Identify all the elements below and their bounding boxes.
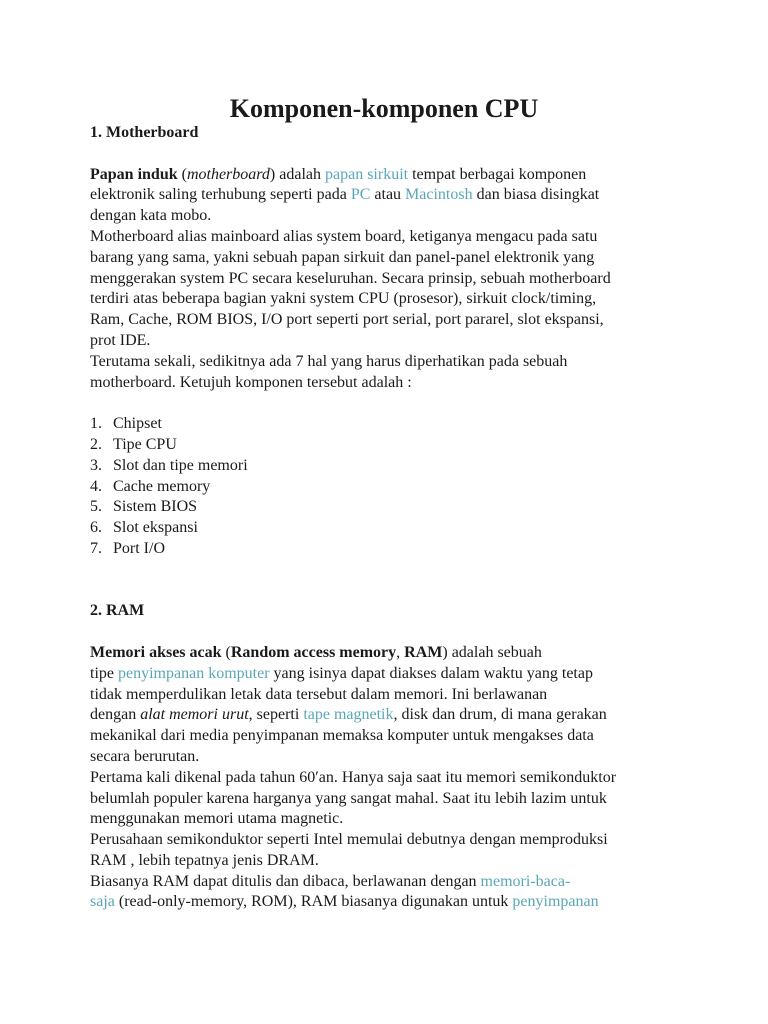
list-number: 5. — [90, 498, 102, 516]
paragraph-line — [90, 872, 690, 893]
paragraph-line: Terutama sekali, sedikitnya ada 7 hal yang harus diperhatikan pada sebuah — [90, 352, 568, 370]
paragraph-line: dengan kata mobo. — [90, 207, 212, 225]
link-papan-sirkuit[interactable]: papan sirkuit — [324, 165, 409, 183]
page-title: Komponen-komponen CPU — [229, 94, 539, 123]
text-run: (read-only-memory, ROM), RAM biasanya digunakan untuk — [114, 893, 513, 911]
spacer — [90, 393, 690, 414]
paragraph-line: mekanikal dari media penyimpanan memaksa komputer untuk mengakses data — [90, 727, 594, 745]
list-number: 4. — [90, 477, 102, 495]
text-run: , disk dan drum, di mana gerakan — [393, 706, 607, 724]
paragraph-line: motherboard. Ketujuh komponen tersebut adalah : — [90, 373, 412, 391]
text-run: ( — [221, 643, 231, 661]
paragraph-line: prot IDE. — [90, 331, 151, 349]
paragraph-line: menggunakan memori utama magnetic. — [90, 810, 344, 828]
text-run: ) adalah sebuah — [442, 643, 542, 661]
section-heading-ram: 2. RAM — [90, 602, 145, 620]
paragraph-line: Ram, Cache, ROM BIOS, I/O port seperti port serial, port pararel, slot ekspansi, — [90, 311, 604, 329]
link-pc[interactable]: PC — [350, 186, 371, 204]
term-bold: Memori akses acak — [90, 643, 222, 661]
list-text: Chipset — [113, 415, 162, 433]
paragraph-line: Motherboard alias mainboard alias system board, ketiganya mengacu pada satu — [90, 227, 598, 245]
text-run: ( — [177, 165, 187, 183]
paragraph-line: tidak memperdulikan letak data tersebut dalam memori. Ini berlawanan — [90, 685, 548, 703]
text-run: elektronik saling terhubung seperti pada — [90, 186, 351, 204]
spacer — [90, 622, 690, 643]
paragraph-line — [90, 643, 690, 664]
text-run: dengan — [90, 706, 141, 724]
text-run: , seperti — [248, 706, 304, 724]
list-item — [90, 477, 690, 498]
link-macintosh[interactable]: Macintosh — [405, 186, 473, 204]
term-bold: Random access memory — [230, 643, 397, 661]
paragraph-line: terdiri atas beberapa bagian yakni system CPU (prosesor), sirkuit clock/timing, — [90, 290, 597, 308]
list-item — [90, 518, 690, 539]
link-penyimpanan[interactable]: penyimpanan — [512, 893, 599, 911]
list-text: Slot ekspansi — [113, 519, 198, 537]
link-memori-baca-saja[interactable]: memori-baca- — [480, 872, 571, 890]
paragraph-line: RAM , lebih tepatnya jenis DRAM. — [90, 851, 319, 869]
text-run: dan biasa disingkat — [472, 186, 600, 204]
paragraph-line — [90, 892, 690, 913]
list-text: Port I/O — [113, 539, 165, 557]
text-run: , — [396, 643, 405, 661]
link-tape-magnetik[interactable]: tape magnetik — [303, 706, 394, 724]
paragraph-line — [90, 185, 690, 206]
link-memori-baca-saja[interactable]: saja — [90, 893, 115, 911]
list-item — [90, 497, 690, 518]
list-item — [90, 539, 690, 560]
list-text: Tipe CPU — [113, 435, 177, 453]
paragraph-line: Pertama kali dikenal pada tahun 60′an. Hanya saja saat itu memori semikonduktor — [90, 768, 617, 786]
list-item — [90, 435, 690, 456]
paragraph-line: barang yang sama, yakni sebuah papan sirkuit dan panel-panel elektronik yang — [90, 248, 595, 266]
list-text: Sistem BIOS — [113, 498, 198, 516]
link-penyimpanan-komputer[interactable]: penyimpanan komputer — [118, 664, 270, 682]
text-run: ) adalah — [269, 165, 325, 183]
spacer — [90, 560, 690, 602]
list-number: 2. — [90, 435, 102, 453]
list-text: Slot dan tipe memori — [113, 456, 248, 474]
list-number: 3. — [90, 456, 102, 474]
paragraph-line — [90, 165, 690, 186]
list-number: 1. — [90, 415, 102, 433]
document-body — [90, 123, 690, 913]
list-text: Cache memory — [113, 477, 211, 495]
paragraph-line — [90, 705, 690, 726]
list-item — [90, 414, 690, 435]
paragraph-line — [90, 664, 690, 685]
paragraph-line: Perusahaan semikonduktor seperti Intel memulai debutnya dengan memproduksi — [90, 831, 608, 849]
text-run: Biasanya RAM dapat ditulis dan dibaca, berlawanan dengan — [90, 872, 481, 890]
paragraph-line: belumlah populer karena harganya yang sangat mahal. Saat itu lebih lazim untuk — [90, 789, 607, 807]
text-run: tipe — [90, 664, 118, 682]
term-italic: alat memori urut — [140, 706, 249, 724]
component-list — [90, 414, 690, 560]
term-italic: motherboard — [186, 165, 270, 183]
paragraph-line: menggerakan system PC secara keseluruhan. Secara prinsip, sebuah motherboard — [90, 269, 611, 287]
section-heading-motherboard: 1. Motherboard — [90, 124, 199, 141]
text-run: tempat berbagai komponen — [408, 165, 587, 183]
text-run: yang isinya dapat diakses dalam waktu yang tetap — [269, 664, 593, 682]
list-item — [90, 456, 690, 477]
spacer — [90, 144, 690, 165]
term-bold: Papan induk — [90, 165, 178, 183]
term-bold: RAM — [404, 643, 443, 661]
list-number: 7. — [90, 539, 102, 557]
list-number: 6. — [90, 519, 102, 537]
paragraph-line: secara berurutan. — [90, 747, 200, 765]
text-run: atau — [370, 186, 406, 204]
